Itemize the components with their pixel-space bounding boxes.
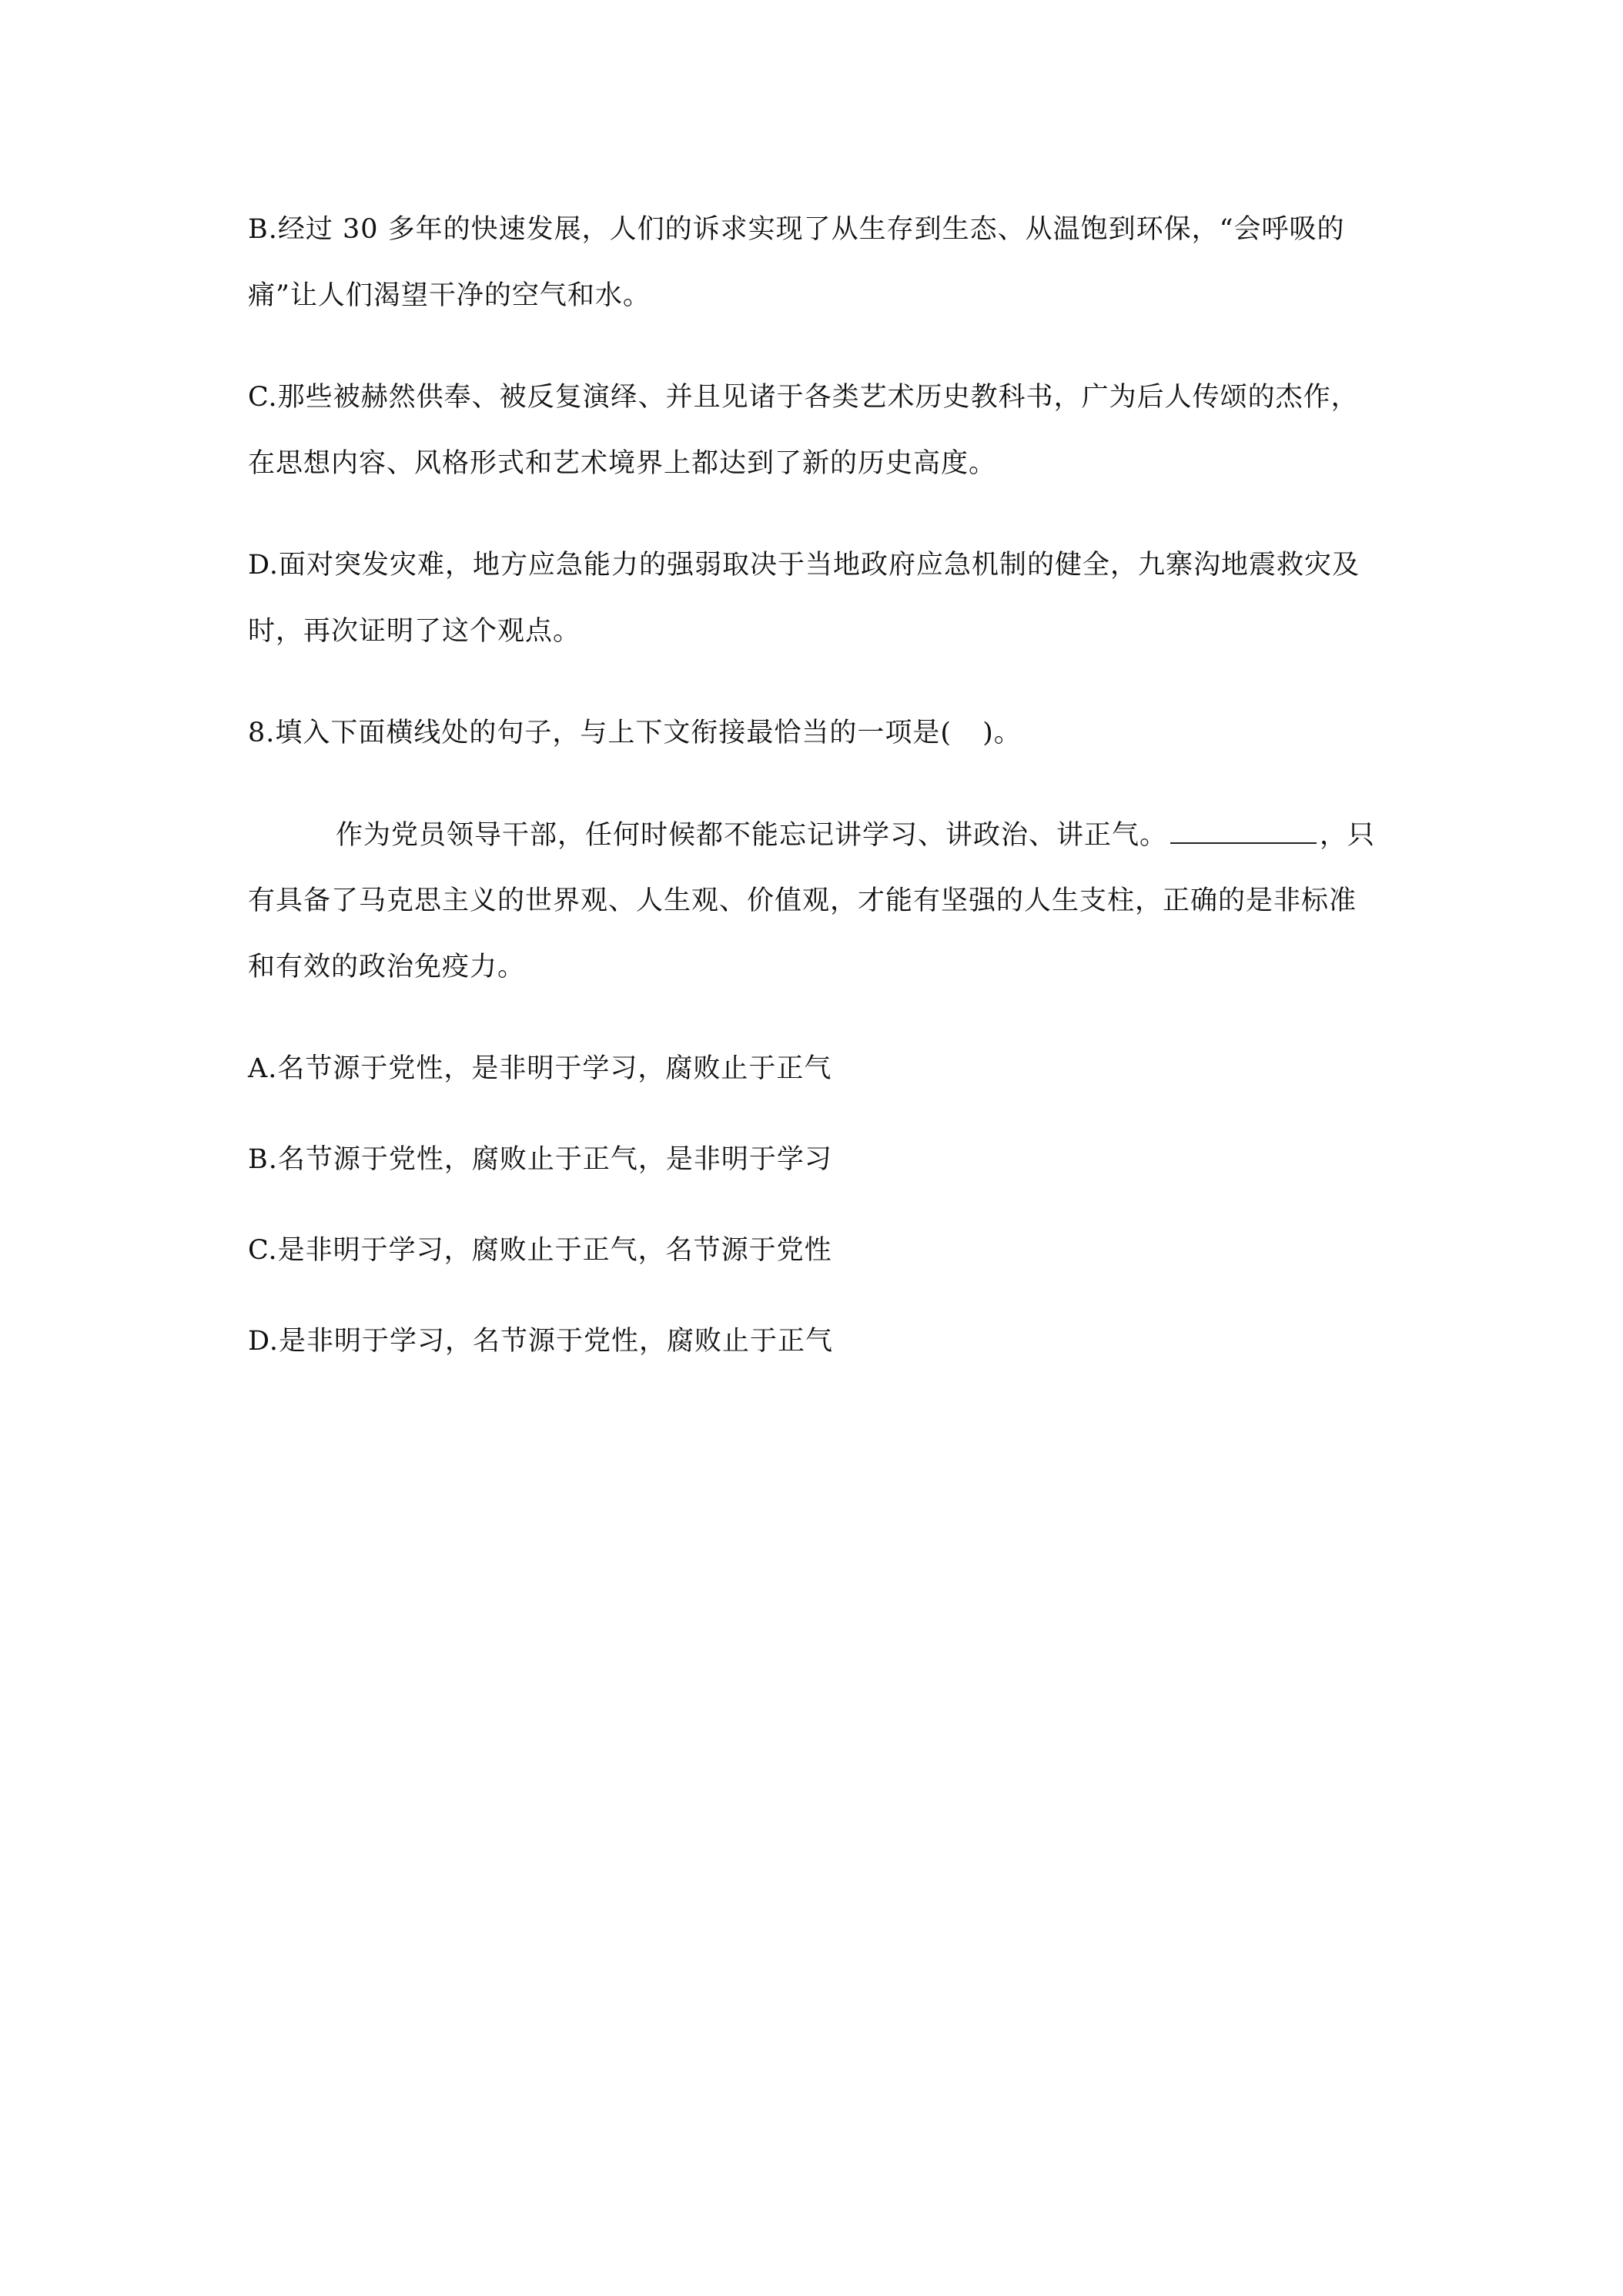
fill-in-blank (1170, 818, 1317, 844)
q8-stem (248, 716, 1387, 750)
q8-option-b: B.名节源于党性，腐败止于正气，是非明于学习 (248, 1144, 832, 1175)
q7-option-b-line1: B.经过 30 多年的快速发展，人们的诉求实现了从生存到生态、从温饱到环保，“会呼吸的 (248, 214, 1345, 245)
q7-option-d-line1: D.面对突发灾难，地方应急能力的强弱取决于当地政府应急机制的健全，九寨沟地震救灾及 (248, 550, 1360, 581)
q8-passage-text: 作为党员领导干部，任何时候都不能忘记讲学习、讲政治、讲正气。 (336, 820, 1168, 851)
q7-option-c-line2: 在思想内容、风格形式和艺术境界上都达到了新的历史高度。 (248, 448, 997, 479)
q7-option-c-line1: C.那些被赫然供奉、被反复演绎、并且见诸于各类艺术历史教科书，广为后人传颂的杰作， (248, 382, 1359, 413)
q8-stem-end: )。 (982, 718, 1022, 748)
q8-passage-line3: 和有效的政治免疫力。 (248, 952, 526, 982)
q8-option-d: D.是非明于学习，名节源于党性，腐败止于正气 (248, 1326, 833, 1357)
q7-option-b-line2: 痛”让人们渴望干净的空气和水。 (248, 280, 651, 311)
q7-option-d-line2: 时，再次证明了这个观点。 (248, 616, 581, 647)
q8-passage-text-after: ，只 (1320, 820, 1376, 851)
q8-option-c: C.是非明于学习，腐败止于正气，名节源于党性 (248, 1235, 832, 1266)
q8-option-a: A.名节源于党性，是非明于学习，腐败止于正气 (248, 1053, 832, 1084)
q8-stem-text: 8.填入下面横线处的句子，与上下文衔接最恰当的一项是( (248, 718, 952, 748)
q8-passage-line1 (336, 818, 1475, 852)
q8-passage-line2: 有具备了马克思主义的世界观、人生观、价值观，才能有坚强的人生支柱，正确的是非标准 (248, 885, 1357, 916)
